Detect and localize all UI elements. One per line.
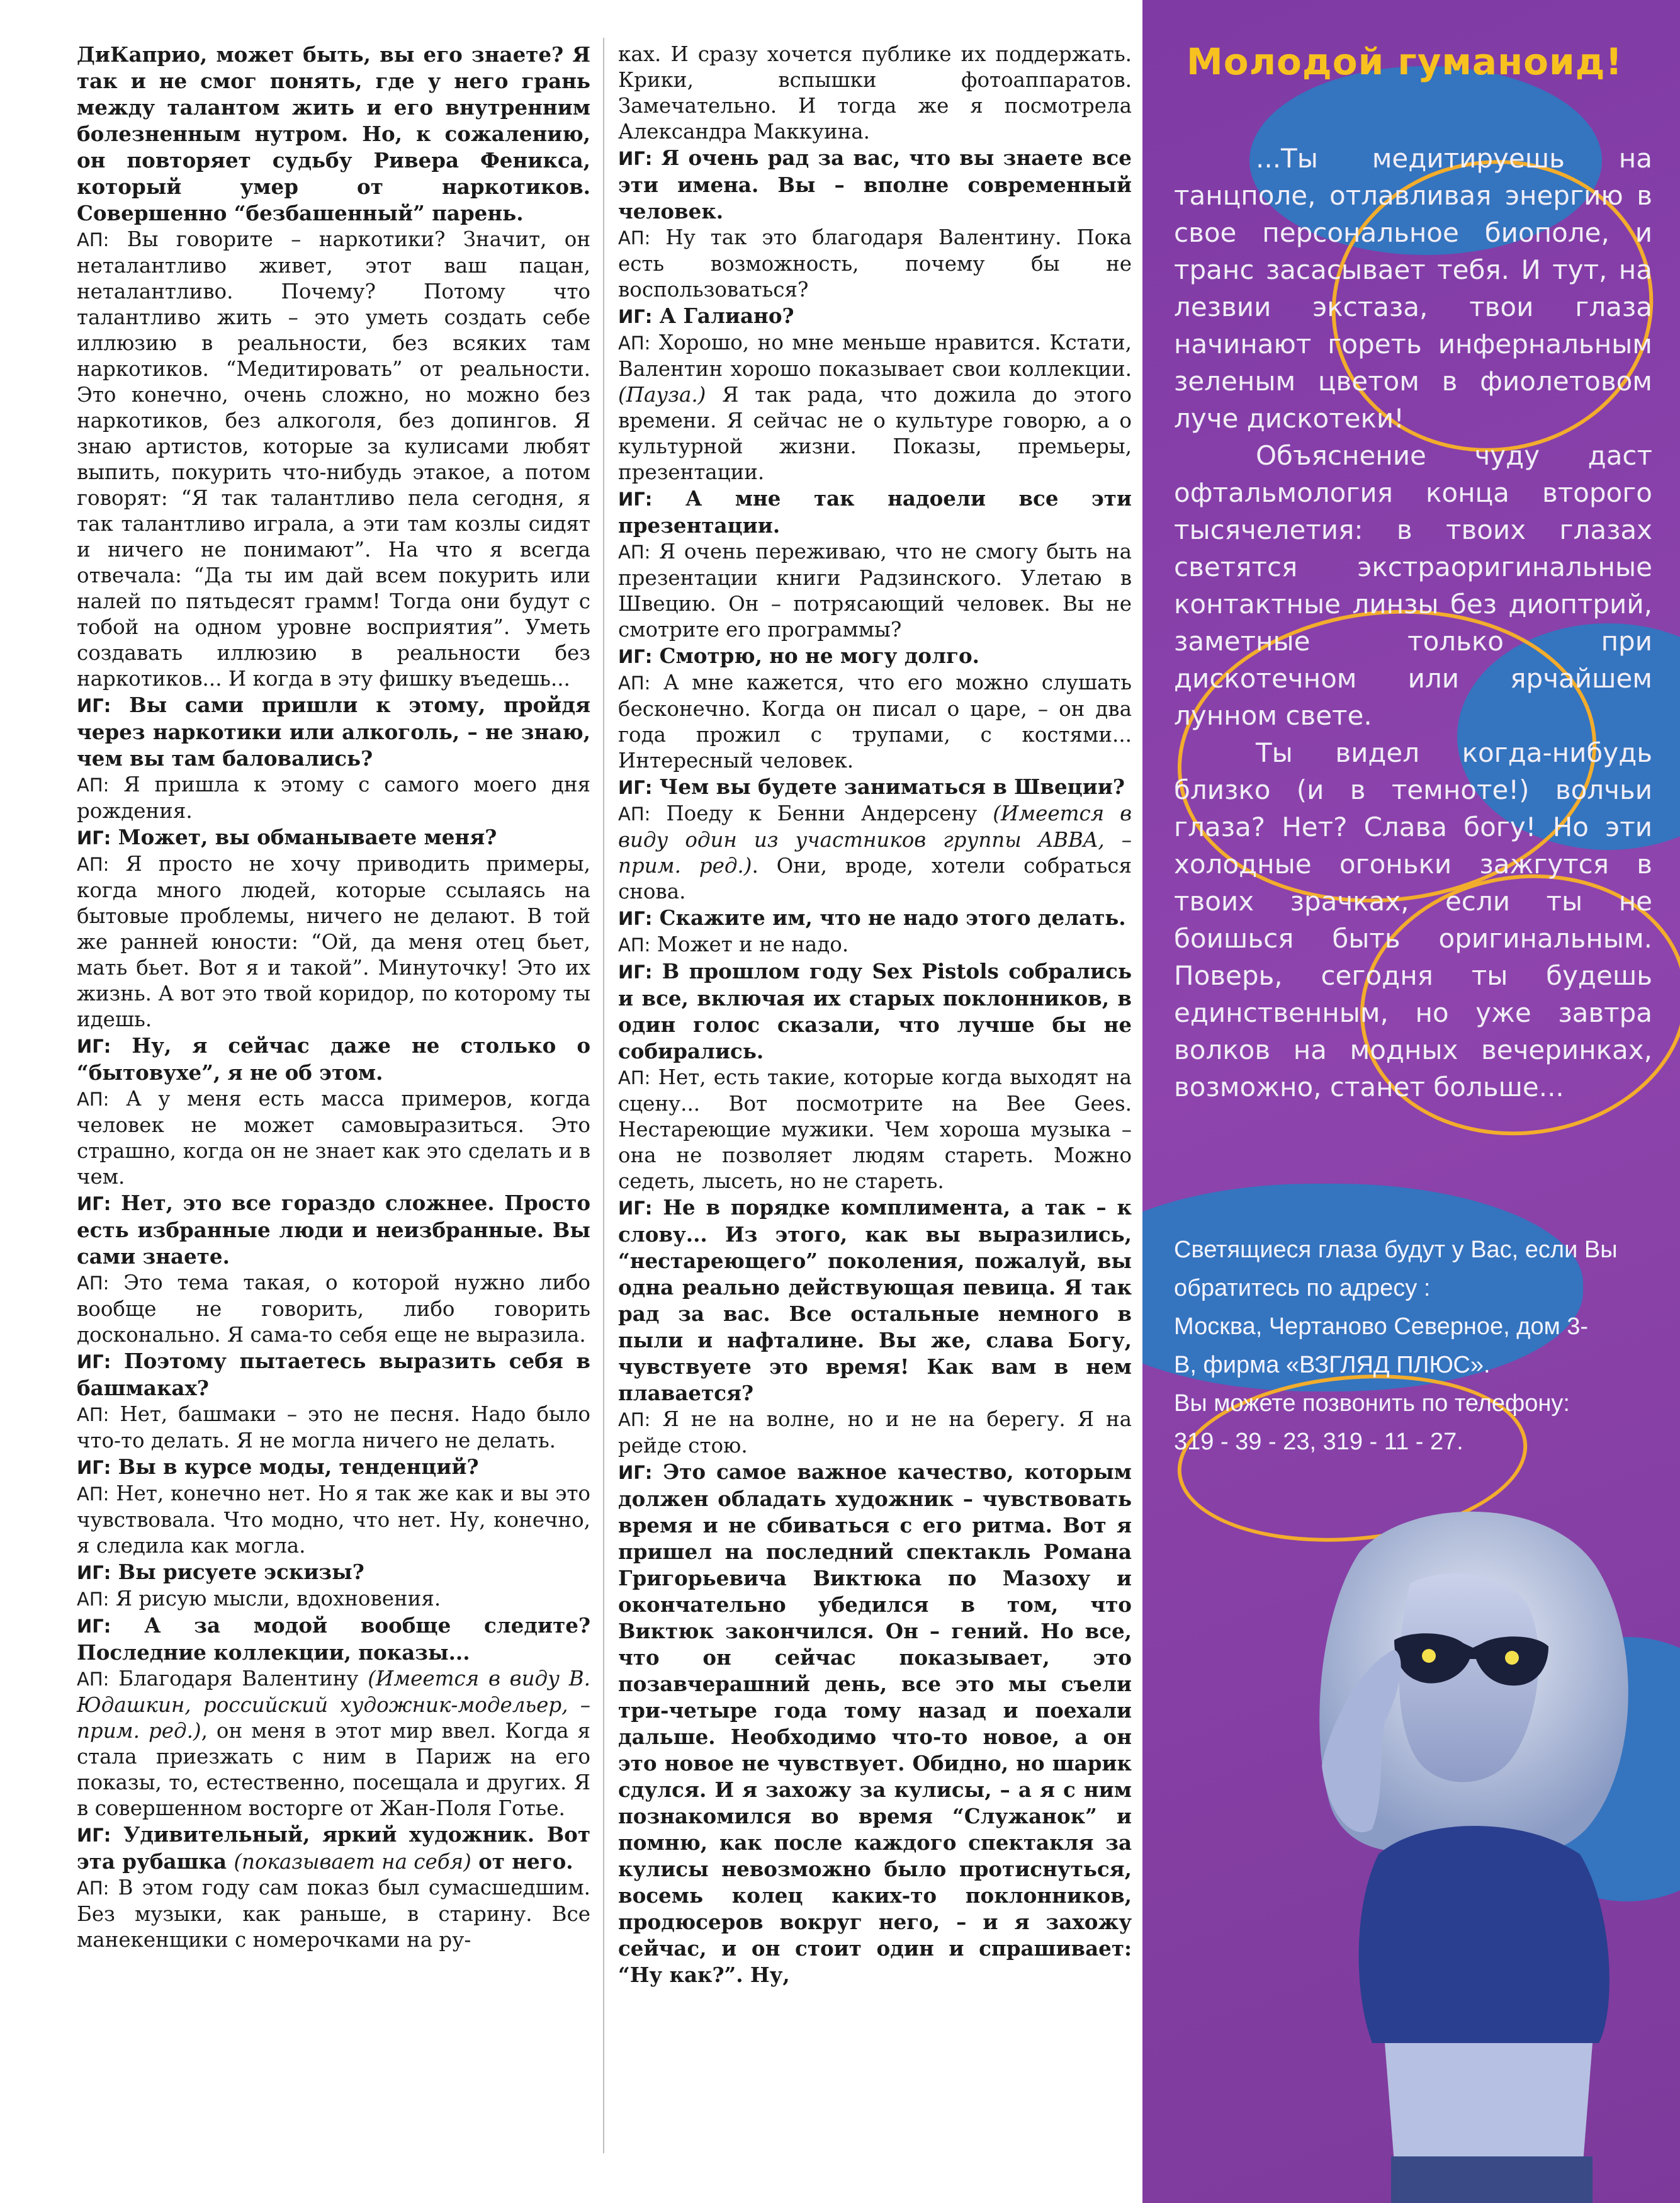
paragraph-text: Благодаря Валентину bbox=[109, 1667, 368, 1690]
paragraph-text: Вы говорите – наркотики? Значит, он неталантливо живет, этот ваш пацан, неталантливо. Почему? Потому что талантливо жить – это уметь создать себе иллюзию в реальности, без всяких там наркотиков. “Медитировать” от реальности. Это конечно, очень сложно, но можно без наркотиков, без алкоголя, без допингов. Я знаю артистов, которые за кулисами любят выпить, покурить что-нибудь этакое, а потом говорят: “Я так талантливо пела сегодня, я так талантливо играла, а эти там козлы сидят и ничего не понимают”. На что я всегда отвечала: “Да ты им дай всем покурить или налей по пятьдесят грамм! Тогда они будут с тобой на одном уровне восприятия”. Уметь создавать иллюзию в реальности без наркотиков... И когда в эту фишку въедешь... bbox=[77, 227, 590, 691]
sidebar-contact bbox=[1174, 1231, 1665, 1461]
paragraph-text: А за модой вообще следите? Последние коллекции, показы... bbox=[77, 1613, 590, 1665]
interview-column-1 bbox=[77, 42, 590, 1953]
contact-line: обратитесь по адресу : bbox=[1174, 1275, 1431, 1301]
contact-line: Москва, Чертаново Северное, дом 3- bbox=[1174, 1313, 1589, 1340]
paragraph-text: ДиКаприо, может быть, вы его знаете? Я так и не смог понять, где у него грань между талантом жить и его внутренним болезненным нутром. Но, к сожалению, он повторяет судьбу Ривера Феникса, который умер от наркотиков. Совершенно “безбашенный” парень. bbox=[77, 42, 590, 225]
question-paragraph bbox=[618, 145, 1132, 225]
paragraph-text: Поеду к Бенни Андерсену bbox=[650, 801, 993, 825]
question-paragraph bbox=[77, 1454, 590, 1481]
speaker-label: АП: bbox=[77, 1272, 110, 1294]
question-paragraph bbox=[618, 485, 1132, 539]
sidebar-title: Молодой гуманоид! bbox=[1187, 40, 1623, 83]
interview-column-2 bbox=[618, 42, 1132, 1988]
question-paragraph bbox=[77, 824, 590, 851]
answer-paragraph bbox=[77, 1481, 590, 1559]
glowing-eye bbox=[1422, 1649, 1436, 1663]
sidebar-paragraph: Ты видел когда-нибудь близко (и в темноте!) волчьи глаза? Нет? Слава богу! Но эти холодные огоньки зажгутся в твоих зрачках, если ты не боишься быть оригинальным. Поверь, сегодня ты будешь единственным, но уже завтра волков на модных вечеринках, возможно, станет больше... bbox=[1174, 737, 1652, 1102]
speaker-label: ИГ: bbox=[618, 777, 653, 798]
paragraph-text: Удивительный, яркий художник. Вот эта рубашка bbox=[77, 1822, 590, 1874]
paragraph-text: Это тема такая, о которой нужно либо вообще не говорить, либо говорить досконально. Я сама-то себя еще не выразила. bbox=[77, 1271, 590, 1347]
paragraph-text: от него. bbox=[471, 1849, 573, 1874]
paragraph-text: А мне кажется, что его можно слушать бесконечно. Когда он писал о царе, – он два года прожил с трупами, с костями... Интересный человек. bbox=[618, 671, 1132, 773]
contact-line: Светящиеся глаза будут у Вас, если Вы bbox=[1174, 1237, 1618, 1263]
editorial-note: (Имеется в виду В. Юдашкин, российский художник-модельер, – прим. ред.) bbox=[77, 1667, 590, 1743]
speaker-label: АП: bbox=[77, 854, 110, 875]
paragraph-text: Не в порядке комплимента, а так – к слову... Из этого, как вы выразились, “нестареющего” поколения, пожалуй, вы одна реально действующая певица. Я так рад за вас. Все остальные немного в пыли и нафталине. Вы же, слава Богу, чувствуете это время! Как вам в нем плавается? bbox=[618, 1195, 1132, 1405]
answer-paragraph bbox=[77, 227, 590, 692]
paragraph-text: Ну, я сейчас даже не столько о “бытовухе”, я не об этом. bbox=[77, 1033, 590, 1085]
speaker-label: АП: bbox=[618, 1067, 651, 1089]
paragraph-text: Скажите им, что не надо этого делать. bbox=[652, 905, 1126, 930]
model-photo bbox=[1284, 1502, 1662, 2203]
paragraph-text: Я не на волне, но и не на берегу. Я на рейде стою. bbox=[618, 1407, 1132, 1458]
speaker-label: АП: bbox=[77, 1483, 110, 1505]
speaker-label: ИГ: bbox=[77, 827, 111, 849]
speaker-label: ИГ: bbox=[77, 1351, 111, 1373]
answer-paragraph bbox=[618, 1407, 1132, 1459]
paragraph-text: Я рисую мысли, вдохновения. bbox=[109, 1587, 441, 1611]
question-paragraph bbox=[77, 1821, 590, 1875]
speaker-label: ИГ: bbox=[618, 1462, 653, 1483]
question-paragraph bbox=[618, 643, 1132, 670]
contact-line: В, фирма «ВЗГЛЯД ПЛЮС». bbox=[1174, 1352, 1491, 1378]
paragraph-text: Это самое важное качество, которым должен обладать художник – чувствовать время и не сбиваться с его ритма. Вот я пришел на последний спектакль Романа Григорьевича Виктюка по Мазоху и окончательно убедился в том, что Виктюк закончился. Он – гений. Но все, что он сейчас показывает, это позавчерашний день, все это мы съели три-четыре года тому назад и поехали дальше. Необходимо что-то новое, а он это новое не чувствует. Обидно, но шарик сдулся. И я захожу за кулисы, – а я с ним познакомился во время “Служанок” и помню, как после каждого спектакля за кулисы невозможно было протиснуться, восемь колец каких-то поклонников, продюсеров вокруг него, – и я захожу сейчас, и он стоит один и спрашивает: “Ну как?”. Ну, bbox=[618, 1459, 1132, 1987]
sidebar-body bbox=[1174, 140, 1652, 1106]
sidebar-paragraph: ...Ты медитируешь на танцполе, отлавливая энергию в свое персональное биополе, и транс засасывает тебя. И тут, на лезвии экстаза, твои глаза начинают гореть инфернальным зеленым цветом в фиолетовом луче дискотеки! bbox=[1174, 143, 1652, 434]
paragraph-text: Я пришла к этому с самого моего дня рождения. bbox=[77, 773, 590, 823]
paragraph-text: Нет, конечно нет. Но я так же как и вы это чувствовала. Что модно, что нет. Ну, конечно, я следила как могла. bbox=[77, 1481, 590, 1558]
speaker-label: ИГ: bbox=[618, 646, 653, 667]
paragraph-text: А Галиано? bbox=[652, 303, 794, 328]
editorial-note: (показывает на себя) bbox=[234, 1850, 471, 1874]
column-divider bbox=[603, 38, 604, 2153]
body-top bbox=[1359, 1826, 1610, 2043]
question-paragraph bbox=[77, 1612, 590, 1666]
speaker-label: АП: bbox=[618, 672, 651, 694]
speaker-label: ИГ: bbox=[618, 306, 653, 327]
paragraph-text: Может, вы обманываете меня? bbox=[111, 825, 497, 849]
answer-paragraph bbox=[77, 1402, 590, 1454]
speaker-label: АП: bbox=[77, 1404, 110, 1425]
paragraph-text: Я очень рад за вас, что вы знаете все эти имена. Вы – вполне современный человек. bbox=[618, 145, 1132, 224]
answer-paragraph bbox=[618, 1065, 1132, 1194]
paragraph-text: Нет, это все гораздо сложнее. Просто есть избранные люди и неизбранные. Вы сами знаете. bbox=[77, 1191, 590, 1269]
question-paragraph bbox=[77, 1190, 590, 1270]
answer-paragraph bbox=[618, 225, 1132, 303]
paragraph-text: Ну так это благодаря Валентину. Пока есть возможность, почему бы не воспользоваться? bbox=[618, 225, 1132, 302]
paragraph-text: Я так рада, что дожила до этого времени. Я сейчас не о культуре говорю, а о культурной жизни. Показы, премьеры, презентации. bbox=[618, 383, 1132, 484]
paragraph-text: Может и не надо. bbox=[650, 932, 849, 956]
paragraph-text: В этом году сам показ был сумасшедшим. Без музыки, как раньше, в старину. Все манекенщики с номерочками на ру- bbox=[77, 1876, 590, 1952]
jeans bbox=[1391, 2156, 1593, 2203]
question-paragraph bbox=[77, 1559, 590, 1586]
phone-numbers: 319 - 39 - 23, 319 - 11 - 27. bbox=[1174, 1429, 1463, 1455]
paragraph-text: Вы сами пришли к этому, пройдя через наркотики или алкоголь, – не знаю, чем вы там баловались? bbox=[77, 693, 590, 771]
answer-paragraph bbox=[77, 1086, 590, 1190]
speaker-label: ИГ: bbox=[618, 148, 653, 169]
speaker-label: АП: bbox=[77, 774, 110, 796]
speaker-label: ИГ: bbox=[618, 1198, 653, 1219]
question-paragraph bbox=[77, 1348, 590, 1402]
paragraph-text: ках. И сразу хочется публике их поддержать. Крики, вспышки фотоаппаратов. Замечательно. И тогда же я посмотрела Александра Маккуина. bbox=[618, 42, 1132, 144]
question-paragraph bbox=[77, 1033, 590, 1086]
speaker-label: АП: bbox=[77, 1589, 110, 1610]
editorial-note: (Имеется в виду один из участников группы ABBA, – прим. ред.) bbox=[618, 801, 1132, 878]
sidebar-paragraph: Объяснение чуду даст офтальмология конца второго тысячелетия: в твоих глазах светятся экстраоригинальные контактные линзы без диоптрий, заметные только при дискотечном или ярчайшем лунном свете. bbox=[1174, 440, 1652, 731]
answer-paragraph bbox=[77, 772, 590, 824]
answer-paragraph bbox=[77, 851, 590, 1033]
answer-paragraph bbox=[77, 1666, 590, 1821]
speaker-label: АП: bbox=[618, 332, 651, 354]
speaker-label: ИГ: bbox=[618, 489, 653, 510]
speaker-label: ИГ: bbox=[77, 1562, 111, 1583]
paragraph-text: В прошлом году Sex Pistols собрались и все, включая их старых поклонников, в один голос сказали, что лучше бы не собирались. bbox=[618, 959, 1132, 1063]
question-paragraph bbox=[618, 303, 1132, 330]
question-paragraph bbox=[77, 692, 590, 772]
answer-paragraph bbox=[618, 670, 1132, 774]
answer-paragraph bbox=[618, 330, 1132, 485]
paragraph-text: , он меня в этот мир ввел. Когда я стала приезжать с ним в Париж на его показы, то, естественно, посещала и других. Я в совершенном восторге от Жан-Поля Готье. bbox=[77, 1719, 590, 1820]
paragraph-text: Хорошо, но мне меньше нравится. Кстати, Валентин хорошо показывает свои коллекции. bbox=[618, 331, 1132, 381]
question-paragraph bbox=[618, 774, 1132, 801]
speaker-label: АП: bbox=[618, 803, 651, 825]
paragraph-text: А мне так надоели все эти презентации. bbox=[618, 486, 1132, 538]
speaker-label: ИГ: bbox=[618, 908, 653, 929]
paragraph-text: Чем вы будете заниматься в Швеции? bbox=[652, 774, 1125, 799]
speaker-label: АП: bbox=[618, 541, 651, 563]
paragraph-text: Вы в курсе моды, тенденций? bbox=[111, 1454, 479, 1479]
answer-paragraph bbox=[77, 1875, 590, 1953]
paragraph-text: Вы рисуете эскизы? bbox=[111, 1560, 364, 1584]
question-paragraph bbox=[618, 1459, 1132, 1988]
speaker-label: ИГ: bbox=[77, 1825, 111, 1846]
question-paragraph bbox=[77, 42, 590, 227]
answer-paragraph bbox=[77, 1586, 590, 1612]
speaker-label: АП: bbox=[77, 1877, 110, 1899]
speaker-label: АП: bbox=[77, 1089, 110, 1110]
editorial-note: (Пауза.) bbox=[618, 383, 706, 407]
paragraph-text: Поэтому пытаетесь выразить себя в башмаках? bbox=[77, 1349, 590, 1400]
speaker-label: АП: bbox=[77, 1668, 110, 1690]
speaker-label: ИГ: bbox=[77, 1616, 111, 1637]
speaker-label: АП: bbox=[618, 227, 651, 249]
speaker-label: АП: bbox=[618, 1409, 651, 1430]
answer-paragraph bbox=[77, 1270, 590, 1348]
answer-paragraph bbox=[618, 932, 1132, 958]
question-paragraph bbox=[618, 905, 1132, 932]
speaker-label: ИГ: bbox=[77, 1457, 111, 1478]
glowing-eye bbox=[1505, 1651, 1519, 1665]
paragraph-text: Я очень переживаю, что не смогу быть на презентации книги Радзинского. Улетаю в Швецию. Он – потрясающий человек. Вы не смотрите его программы? bbox=[618, 540, 1132, 642]
paragraph-text: Я просто не хочу приводить примеры, когда много людей, которые ссылаясь на бытовые проблемы, ничего не делают. В той же ранней юности: “Ой, да меня отец бьет, мать бьет. Вот я и такой”. Минуточку! Это их жизнь. А вот это твой коридор, по которому ты идешь. bbox=[77, 852, 590, 1031]
speaker-label: ИГ: bbox=[618, 961, 653, 983]
speaker-label: ИГ: bbox=[77, 1036, 111, 1057]
paragraph-text: Нет, башмаки – это не песня. Надо было что-то делать. Я не могла ничего не делать. bbox=[77, 1402, 590, 1453]
speaker-label: АП: bbox=[618, 934, 651, 956]
answer-paragraph bbox=[618, 539, 1132, 643]
question-paragraph bbox=[618, 958, 1132, 1065]
paragraph-text: Смотрю, но не могу долго. bbox=[652, 643, 979, 668]
speaker-label: ИГ: bbox=[77, 1193, 111, 1215]
answer-paragraph bbox=[618, 801, 1132, 905]
paragraph-text: . Они, вроде, хотели собраться снова. bbox=[618, 854, 1132, 903]
contact-line: Вы можете позвонить по телефону: bbox=[1174, 1390, 1570, 1417]
paragraph-text: Нет, есть такие, которые когда выходят на сцену... Вот посмотрите на Bee Gees. Нестареющие мужики. Чем хороша музыка – она не позволяет людям стареть. Можно седеть, лысеть, но не стареть. bbox=[618, 1065, 1132, 1193]
question-paragraph bbox=[618, 1194, 1132, 1407]
paragraph-text: А у меня есть масса примеров, когда человек не может самовыразиться. Это страшно, когда он не знает как это сделать и в чем. bbox=[77, 1087, 590, 1189]
answer-paragraph bbox=[618, 42, 1132, 145]
speaker-label: ИГ: bbox=[77, 695, 111, 716]
speaker-label: АП: bbox=[77, 229, 110, 251]
